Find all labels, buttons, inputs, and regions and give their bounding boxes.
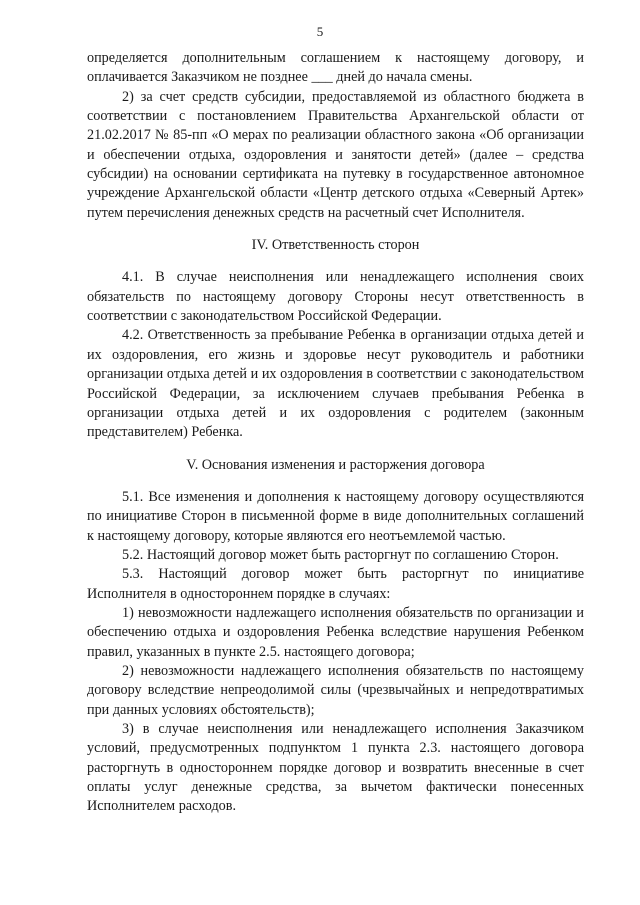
section-heading-liability: IV. Ответственность сторон [251, 237, 420, 254]
document-body [87, 49, 584, 817]
paragraph-5-1: 5.1. Все изменения и дополнения к настоящему договору осуществляются по инициативе Сторон в письменной форме в виде дополнительных соглашений к настоящему договору, которые являются его неотъемлемой частью. [87, 488, 584, 544]
paragraph-5-3-item-3: 3) в случае неисполнения или ненадлежащего исполнения Заказчиком условий, предусмотренных подпунктом 1 пункта 2.3. настоящего договора расторгнуть в одностороннем порядке договор и возвратить внесенные в счет оплаты услуг денежные средства, за вычетом фактически понесенных Исполнителем расходов. [87, 721, 584, 815]
paragraph-5-2: 5.2. Настоящий договор может быть расторгнут по соглашению Сторон. [122, 546, 559, 563]
paragraph-payment-continuation: определяется дополнительным соглашением к настоящему договору, и оплачивается Заказчиком не позднее ___ дней до начала смены. [87, 50, 584, 86]
page-number: 5 [316, 24, 324, 39]
paragraph-4-1: 4.1. В случае неисполнения или ненадлежащего исполнения своих обязательств по настоящему договору Стороны несут ответственность в соответствии с законодательством Российской Федерации. [87, 269, 584, 325]
paragraph-5-3-item-1: 1) невозможности надлежащего исполнения обязательств по организации и обеспечению отдыха и оздоровления Ребенка вследствие нарушения Ребенком правил, указанных в пункте 2.5. настоящего договора; [87, 604, 584, 660]
section-heading-termination: V. Основания изменения и расторжения договора [186, 456, 485, 473]
paragraph-5-3-item-2: 2) невозможности надлежащего исполнения обязательств по настоящему договору вследствие непреодолимой силы (чрезвычайных и непредотвратимых при данных условиях обстоятельств); [87, 662, 584, 718]
paragraph-subsidy-payment: 2) за счет средств субсидии, предоставляемой из областного бюджета в соответствии с постановлением Правительства Архангельской области от 21.02.2017 № 85-пп «О мерах по реализации областного закона «Об организации и обеспечении отдыха, оздоровления и занятости детей» (далее – средства субсидии) на основании сертификата на путевку в государственное автономное учреждение Архангельской области «Центр детского отдыха «Северный Артек» путем перечисления денежных средств на расчетный счет Исполнителя. [87, 88, 584, 221]
paragraph-5-3: 5.3. Настоящий договор может быть расторгнут по инициативе Исполнителя в одностороннем порядке в случаях: [87, 566, 584, 602]
paragraph-4-2: 4.2. Ответственность за пребывание Ребенка в организации отдыха детей и их оздоровления, его жизнь и здоровье несут руководитель и работники организации отдыха детей и их оздоровления в соответствии с законодательством Российской Федерации, за исключением случаев пребывания Ребенка в организации отдыха детей и их оздоровления с родителем (законным представителем) Ребенка. [87, 327, 584, 441]
